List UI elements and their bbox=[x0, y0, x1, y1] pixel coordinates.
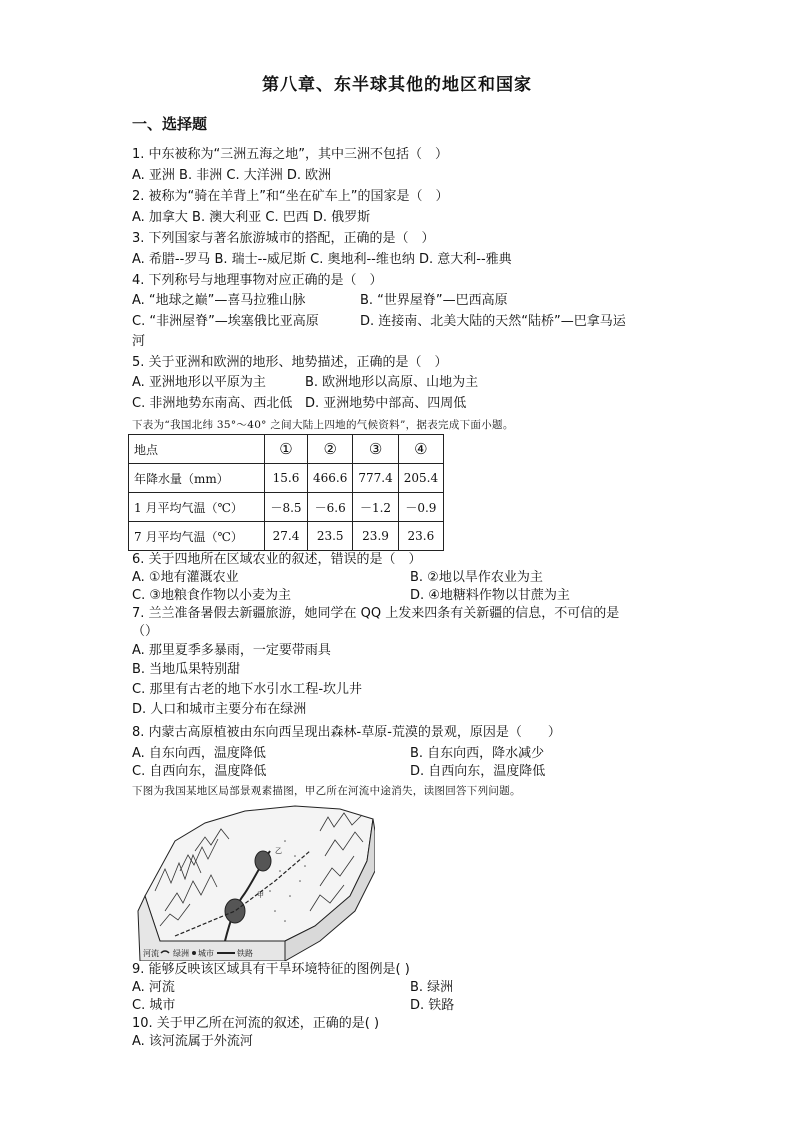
table-cell: －0.9 bbox=[398, 493, 443, 522]
table-header-row bbox=[129, 435, 444, 464]
question-8-option-c: C. 自西向东，温度降低 bbox=[132, 764, 267, 779]
question-8-option-a: A. 自东向西，温度降低 bbox=[132, 746, 266, 761]
table-cell: －1.2 bbox=[353, 493, 398, 522]
question-5-option-a: A. 亚洲地形以平原为主 bbox=[132, 375, 266, 390]
question-1-options: A. 亚洲 B. 非洲 C. 大洋洲 D. 欧洲 bbox=[132, 168, 332, 183]
table-header-cell: ② bbox=[308, 435, 353, 464]
table-cell: 15.6 bbox=[265, 464, 308, 493]
section-heading: 一、选择题 bbox=[132, 115, 208, 133]
table-cell: 23.6 bbox=[398, 522, 443, 551]
question-10-option-a: A. 该河流属于外流河 bbox=[132, 1034, 253, 1049]
page-title: 第八章、东半球其他的地区和国家 bbox=[262, 75, 532, 95]
legend-river: 河流 bbox=[143, 949, 159, 958]
table-cell: 年降水量（mm） bbox=[129, 464, 265, 493]
question-3-stem: 3. 下列国家与著名旅游城市的搭配，正确的是（ ） bbox=[132, 231, 435, 246]
question-5-option-b: B. 欧洲地形以高原、山地为主 bbox=[305, 375, 479, 390]
legend-city: 城市 bbox=[198, 949, 214, 958]
table-instruction: 下表为“我国北纬 35°～40° 之间大陆上四地的气候资料”，据表完成下面小题。 bbox=[132, 419, 514, 431]
question-9-option-c: C. 城市 bbox=[132, 998, 176, 1013]
question-7-stem-wrap: （） bbox=[132, 624, 159, 639]
table-cell: 205.4 bbox=[398, 464, 443, 493]
table-cell: －6.6 bbox=[308, 493, 353, 522]
table-row bbox=[129, 464, 444, 493]
question-4-stem: 4. 下列称号与地理事物对应正确的是（ ） bbox=[132, 273, 383, 288]
question-9-option-a: A. 河流 bbox=[132, 980, 175, 995]
question-4-option-b: B. “世界屋脊”—巴西高原 bbox=[360, 293, 508, 308]
table-cell: 1 月平均气温（℃） bbox=[129, 493, 265, 522]
table-cell: 777.4 bbox=[353, 464, 398, 493]
question-8-option-b: B. 自东向西，降水减少 bbox=[410, 746, 545, 761]
question-10-stem: 10. 关于甲乙所在河流的叙述，正确的是( ) bbox=[132, 1016, 380, 1031]
question-5-stem: 5. 关于亚洲和欧洲的地形、地势描述，正确的是（ ） bbox=[132, 355, 448, 370]
question-7-option-d: D. 人口和城市主要分布在绿洲 bbox=[132, 702, 307, 717]
question-9-option-b: B. 绿洲 bbox=[410, 980, 454, 995]
question-7-option-c: C. 那里有古老的地下水引水工程-坎儿井 bbox=[132, 682, 363, 697]
label-jia: 甲 bbox=[257, 891, 264, 899]
table-row bbox=[129, 522, 444, 551]
question-9-option-d: D. 铁路 bbox=[410, 998, 455, 1013]
question-4-option-d: D. 连接南、北美大陆的天然“陆桥”—巴拿马运 bbox=[360, 314, 626, 329]
question-7-stem: 7. 兰兰准备暑假去新疆旅游，她同学在 QQ 上发来四条有关新疆的信息，不可信的是 bbox=[132, 606, 620, 621]
question-6-option-d: D. ④地糖料作物以甘蔗为主 bbox=[410, 588, 570, 603]
question-8-option-d: D. 自西向东，温度降低 bbox=[410, 764, 546, 779]
diagram-instruction: 下图为我国某地区局部景观素描图，甲乙所在河流中途消失，读图回答下列问题。 bbox=[132, 785, 521, 797]
legend-oasis: 绿洲 bbox=[173, 949, 189, 958]
question-2-stem: 2. 被称为“骑在羊背上”和“坐在矿车上”的国家是（ ） bbox=[132, 189, 449, 204]
question-2-options: A. 加拿大 B. 澳大利亚 C. 巴西 D. 俄罗斯 bbox=[132, 210, 371, 225]
question-4-option-a: A. “地球之巅”—喜马拉雅山脉 bbox=[132, 293, 306, 308]
table-cell: －8.5 bbox=[265, 493, 308, 522]
legend-railway: 铁路 bbox=[237, 949, 253, 958]
question-4-option-c: C. “非洲屋脊”—埃塞俄比亚高原 bbox=[132, 314, 319, 329]
table-header-cell: ① bbox=[265, 435, 308, 464]
question-8-stem: 8. 内蒙古高原植被由东向西呈现出森林-草原-荒漠的景观，原因是（ ） bbox=[132, 725, 561, 740]
table-cell: 23.9 bbox=[353, 522, 398, 551]
table-cell: 27.4 bbox=[265, 522, 308, 551]
question-6-option-a: A. ①地有灌溉农业 bbox=[132, 570, 239, 585]
question-5-option-c: C. 非洲地势东南高、西北低 bbox=[132, 396, 293, 411]
table-header-cell: ④ bbox=[398, 435, 443, 464]
table-cell: 23.5 bbox=[308, 522, 353, 551]
question-7-option-b: B. 当地瓜果特别甜 bbox=[132, 662, 241, 677]
question-6-option-b: B. ②地以旱作农业为主 bbox=[410, 570, 543, 585]
question-9-stem: 9. 能够反映该区域具有干旱环境特征的图例是( ) bbox=[132, 962, 410, 977]
table-cell: 466.6 bbox=[308, 464, 353, 493]
landscape-diagram bbox=[135, 801, 375, 961]
question-5-option-d: D. 亚洲地势中部高、四周低 bbox=[305, 396, 467, 411]
climate-table bbox=[128, 434, 444, 551]
table-row bbox=[129, 493, 444, 522]
question-4-option-d-wrap: 河 bbox=[132, 334, 146, 349]
table-header-cell: 地点 bbox=[129, 435, 265, 464]
question-3-options: A. 希腊--罗马 B. 瑞士--威尼斯 C. 奥地利--维也纳 D. 意大利--雅典 bbox=[132, 252, 512, 267]
question-6-stem: 6. 关于四地所在区域农业的叙述，错误的是（ ） bbox=[132, 552, 422, 567]
question-7-option-a: A. 那里夏季多暴雨，一定要带雨具 bbox=[132, 643, 331, 658]
question-6-option-c: C. ③地粮食作物以小麦为主 bbox=[132, 588, 291, 603]
table-cell: 7 月平均气温（℃） bbox=[129, 522, 265, 551]
table-header-cell: ③ bbox=[353, 435, 398, 464]
label-yi: 乙 bbox=[275, 847, 282, 855]
legend-city-symbol bbox=[192, 951, 196, 955]
question-1-stem: 1. 中东被称为“三洲五海之地”，其中三洲不包括（ ） bbox=[132, 147, 449, 162]
